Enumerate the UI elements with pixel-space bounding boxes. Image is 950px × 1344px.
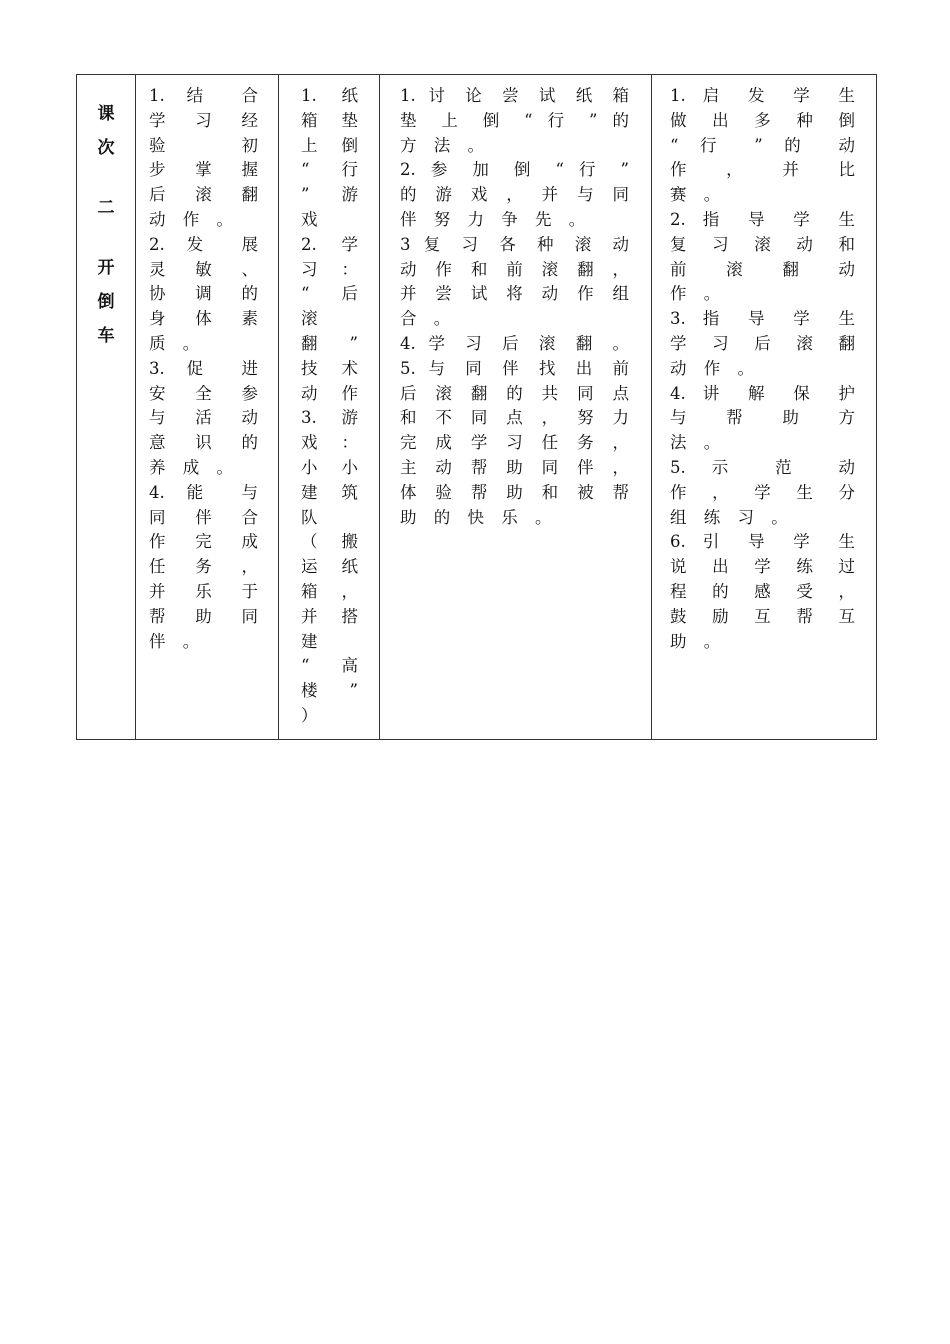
student-activities-cell <box>380 75 652 740</box>
student-activities-text <box>380 75 651 530</box>
text-line: 垫 上 倒 “ 行 ” 的 <box>400 110 629 130</box>
text-line: 鼓 励 互 帮 互 <box>670 606 855 626</box>
text-line: 法 。 <box>670 433 727 453</box>
content-text <box>279 75 379 729</box>
text-line: 3. 促 进 <box>149 358 258 378</box>
text-line: 程 的 感 受 ， <box>670 581 855 601</box>
label-char: 倒 <box>97 292 115 312</box>
text-line: 作 完 成 <box>149 532 258 552</box>
text-line: 翻 ” <box>301 333 358 353</box>
text-line: 步 掌 握 <box>149 160 258 180</box>
text-line: 滚 <box>301 309 324 329</box>
text-line: 2. 发 展 <box>149 234 258 254</box>
label-char: 课 <box>97 104 115 124</box>
text-line: 作 。 <box>670 284 727 304</box>
text-line: 意 识 的 <box>149 433 258 453</box>
text-line: 赛 。 <box>670 185 727 205</box>
text-line: 3 复 习 各 种 滚 动 <box>400 234 629 254</box>
text-line: “ 后 <box>301 284 358 304</box>
text-line: 作 ， 学 生 分 <box>670 482 855 502</box>
text-line: 4. 学 习 后 滚 翻 。 <box>400 333 629 353</box>
text-line: 任 务 ， <box>149 557 258 577</box>
text-line: 2. 学 <box>301 234 358 254</box>
label-char: 开 <box>97 258 115 278</box>
text-line: 1. 启 发 学 生 <box>670 86 855 105</box>
text-line: 和 不 同 点 ， 努 力 <box>400 408 629 428</box>
text-line: 与 活 动 <box>149 408 258 428</box>
text-line: 建 <box>301 631 324 651</box>
lesson-label-cell <box>77 75 136 740</box>
label-char: 次 <box>97 138 115 158</box>
text-line: 动 作 。 <box>670 358 760 378</box>
text-line: 说 出 学 练 过 <box>670 557 855 577</box>
text-line: 质 。 <box>149 333 206 353</box>
text-line: 复 习 滚 动 和 <box>670 234 855 254</box>
text-line: 安 全 参 <box>149 383 258 403</box>
text-line: 灵 敏 、 <box>149 259 258 279</box>
text-line: 作 ， 并 比 <box>670 160 855 180</box>
text-line: 伴 努 力 争 先 。 <box>400 209 592 229</box>
text-line: 5. 示 范 动 <box>670 457 855 477</box>
text-line: 助 。 <box>670 631 727 651</box>
teacher-activities-text <box>652 75 876 654</box>
text-line: 小 小 <box>301 457 358 477</box>
text-line: 建 筑 <box>301 482 358 502</box>
text-line: 队 <box>301 507 324 527</box>
text-line: 方 法 。 <box>400 135 490 155</box>
text-line: 并 搭 <box>301 606 358 626</box>
text-line: 后 滚 翻 <box>149 185 258 205</box>
text-line: 3. 指 导 学 生 <box>670 309 855 329</box>
text-line: 楼 ” <box>301 681 358 701</box>
label-gap <box>77 225 135 251</box>
text-line: “ 高 <box>301 656 358 676</box>
text-line: 3. 游 <box>301 408 358 428</box>
text-line: 完 成 学 习 任 务 ， <box>400 433 629 453</box>
text-line: 5. 与 同 伴 找 出 前 <box>400 358 629 378</box>
text-line: 做 出 多 种 倒 <box>670 110 855 130</box>
text-line: 并 乐 于 <box>149 581 258 601</box>
text-line: 戏 ： <box>301 433 358 453</box>
text-line: 动 作 和 前 滚 翻 ， <box>400 259 629 279</box>
text-line: 动 作 <box>301 383 358 403</box>
text-line: 养 成 。 <box>149 457 239 477</box>
label-char: 二 <box>97 198 115 218</box>
text-line: 后 滚 翻 的 共 同 点 <box>400 383 629 403</box>
text-line: 2. 参 加 倒 “ 行 ” <box>400 160 629 180</box>
text-line: 箱 垫 <box>301 110 358 130</box>
text-line: 组 练 习 。 <box>670 507 794 527</box>
goals-text <box>136 75 278 654</box>
text-line: 学 习 后 滚 翻 <box>670 333 855 353</box>
text-line: 6. 引 导 学 生 <box>670 532 855 552</box>
text-line: 上 倒 <box>301 135 358 155</box>
text-line: 验 初 <box>149 135 258 155</box>
text-line: 1. 纸 <box>301 86 358 105</box>
text-line: ） <box>301 705 324 725</box>
text-line: 同 伴 合 <box>149 507 258 527</box>
text-line: 体 验 帮 助 和 被 帮 <box>400 482 629 502</box>
text-line: 协 调 的 <box>149 284 258 304</box>
teacher-activities-cell <box>652 75 877 740</box>
table-row <box>77 75 877 740</box>
text-line: 1. 结 合 <box>149 86 258 105</box>
lesson-plan-table <box>76 74 877 740</box>
text-line: 学 习 经 <box>149 110 258 130</box>
text-line: 的 游 戏 ， 并 与 同 <box>400 185 629 205</box>
text-line: 并 尝 试 将 动 作 组 <box>400 284 629 304</box>
text-line: 伴 。 <box>149 631 206 651</box>
text-line: 箱 ， <box>301 581 358 601</box>
text-line: 2. 指 导 学 生 <box>670 209 855 229</box>
lesson-label <box>77 75 135 353</box>
text-line: 4. 能 与 <box>149 482 258 502</box>
text-line: 身 体 素 <box>149 309 258 329</box>
content-cell <box>279 75 380 740</box>
text-line: “ 行 ” 的 动 <box>670 135 855 155</box>
text-line: 前 滚 翻 动 <box>670 259 855 279</box>
text-line: 助 的 快 乐 。 <box>400 507 558 527</box>
text-line: 帮 助 同 <box>149 606 258 626</box>
text-line: 运 纸 <box>301 557 358 577</box>
text-line: 主 动 帮 助 同 伴 ， <box>400 457 629 477</box>
text-line: 与 帮 助 方 <box>670 408 855 428</box>
label-char: 车 <box>97 326 115 346</box>
text-line: “ 行 <box>301 160 358 180</box>
text-line: 戏 <box>301 209 324 229</box>
text-line: 动 作 。 <box>149 209 239 229</box>
text-line: 1. 讨 论 尝 试 纸 箱 <box>400 86 629 105</box>
text-line: 合 。 <box>400 309 457 329</box>
text-line: 4. 讲 解 保 护 <box>670 383 855 403</box>
text-line: 习 ： <box>301 259 358 279</box>
text-line: （ 搬 <box>301 532 358 552</box>
text-line: ” 游 <box>301 185 358 205</box>
goals-cell <box>136 75 279 740</box>
text-line: 技 术 <box>301 358 358 378</box>
label-gap <box>77 165 135 191</box>
